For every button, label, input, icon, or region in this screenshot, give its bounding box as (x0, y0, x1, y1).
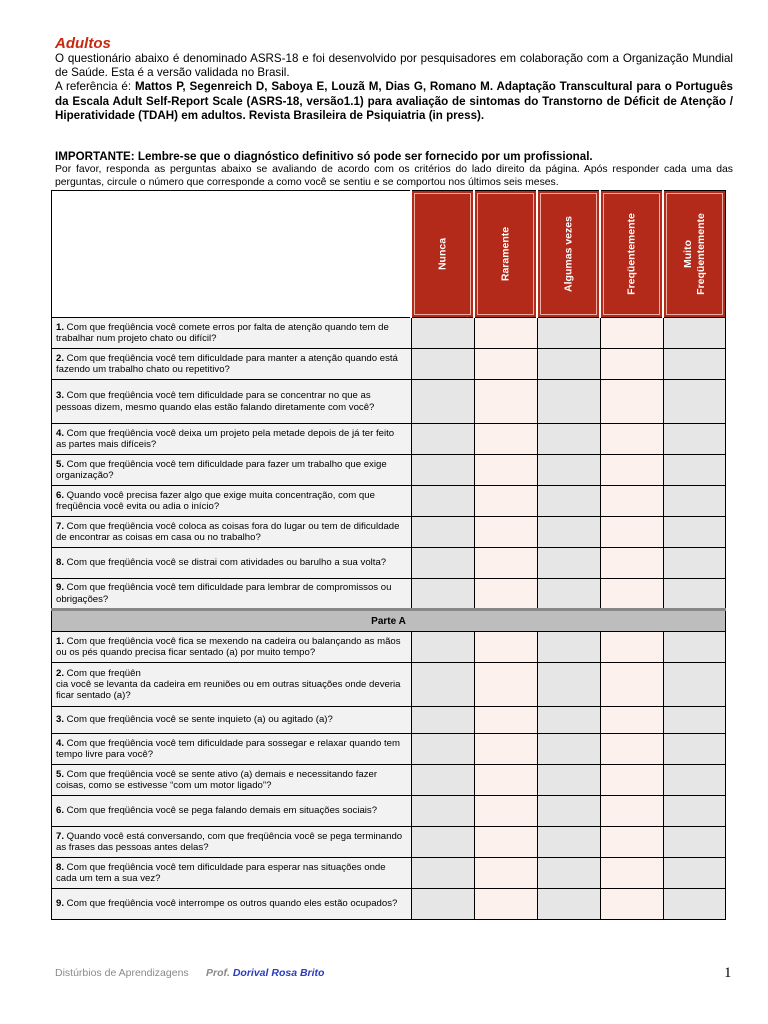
question-number: 2. (56, 667, 65, 679)
question-number: 2. (56, 352, 65, 364)
question-label: Com que freqüência você tem dificuldade para lembrar de compromissos ou obrigações? (56, 582, 392, 605)
answer-cell[interactable] (474, 318, 537, 349)
question-label: Com que freqüência você coloca as coisas fora do lugar ou tem de dificuldade de encontrar as coisas em casa ou no trabalho? (56, 520, 400, 543)
question-row (52, 380, 726, 424)
question-number: 3. (56, 390, 65, 402)
answer-cell[interactable] (474, 734, 537, 765)
column-header-algumas-vezes (537, 191, 600, 318)
question-number: 8. (56, 557, 65, 569)
answer-cell[interactable] (411, 486, 474, 517)
answer-cell[interactable] (600, 765, 663, 796)
answer-cell[interactable] (663, 663, 726, 707)
answer-cell[interactable] (663, 889, 726, 920)
question-label: Com que freqüência você tem dificuldade para manter a atenção quando está fazendo um trabalho chato ou repetitivo? (56, 352, 398, 375)
question-row (52, 486, 726, 517)
question-text (52, 318, 412, 349)
answer-cell[interactable] (600, 424, 663, 455)
question-text (52, 707, 412, 734)
answer-cell[interactable] (474, 455, 537, 486)
question-number: 7. (56, 520, 65, 532)
question-row (52, 858, 726, 889)
question-text (52, 827, 412, 858)
answer-cell[interactable] (474, 889, 537, 920)
answer-cell[interactable] (537, 517, 600, 548)
answer-cell[interactable] (411, 827, 474, 858)
question-label: Com que freqüência você se sente inquieto (a) ou agitado (a)? (64, 714, 333, 726)
answer-cell[interactable] (537, 486, 600, 517)
column-header-label: Muito Freqüentemente (681, 213, 707, 295)
column-header-label: Nunca (436, 237, 448, 271)
asrs-questionnaire-table (51, 190, 726, 920)
question-label: Com que freqüência você tem dificuldade para sossegar e relaxar quando tem tempo livre para você? (56, 737, 400, 760)
reference-prefix: A referência é: (55, 80, 135, 94)
answer-cell[interactable] (663, 796, 726, 827)
question-number: 1. (56, 635, 65, 647)
answer-cell[interactable] (600, 380, 663, 424)
answer-cell[interactable] (474, 796, 537, 827)
question-text (52, 349, 412, 380)
answer-cell[interactable] (474, 548, 537, 579)
question-number: 1. (56, 321, 65, 333)
answer-cell[interactable] (537, 318, 600, 349)
answer-cell[interactable] (474, 827, 537, 858)
answer-cell[interactable] (474, 632, 537, 663)
question-label: Com que freqüência você se sente ativo (a) demais e necessitando fazer coisas, como se estivesse “com um motor ligado”? (56, 768, 378, 791)
answer-cell[interactable] (663, 424, 726, 455)
answer-cell[interactable] (600, 579, 663, 610)
intro-text (55, 52, 733, 123)
question-row (52, 734, 726, 765)
part-divider-row (52, 610, 726, 632)
column-header-muito-frequentemente (663, 191, 726, 318)
answer-cell[interactable] (474, 517, 537, 548)
question-text (52, 663, 412, 707)
answer-cell[interactable] (663, 579, 726, 610)
question-number: 7. (56, 830, 65, 842)
question-number: 5. (56, 458, 65, 470)
part-label: Parte A (52, 610, 726, 632)
question-row (52, 707, 726, 734)
question-text (52, 734, 412, 765)
question-label: Com que freqüên cia você se levanta da cadeira em reuniões ou em outras situações onde deveria ficar sentado (a)? (56, 667, 401, 702)
intro-paragraph: O questionário abaixo é denominado ASRS-18 e foi desenvolvido por pesquisadores em colaboração com a Organização Mundial de Saúde. Esta é a versão validada no Brasil. (55, 52, 733, 80)
answer-cell[interactable] (663, 349, 726, 380)
answer-cell[interactable] (411, 765, 474, 796)
answer-cell[interactable] (537, 455, 600, 486)
answer-cell[interactable] (663, 765, 726, 796)
answer-cell[interactable] (537, 579, 600, 610)
question-text (52, 858, 412, 889)
question-label: Quando você precisa fazer algo que exige muita concentração, com que freqüência você evita ou adia o início? (56, 489, 375, 512)
answer-cell[interactable] (600, 734, 663, 765)
question-row (52, 796, 726, 827)
question-text (52, 517, 412, 548)
page-number: 1 (724, 965, 732, 981)
answer-cell[interactable] (411, 349, 474, 380)
answer-cell[interactable] (411, 663, 474, 707)
question-number: 3. (56, 714, 65, 726)
answer-cell[interactable] (537, 380, 600, 424)
answer-cell[interactable] (600, 827, 663, 858)
answer-cell[interactable] (474, 663, 537, 707)
answer-cell[interactable] (411, 548, 474, 579)
page-title: Adultos (55, 35, 111, 52)
answer-cell[interactable] (411, 707, 474, 734)
answer-cell[interactable] (600, 517, 663, 548)
answer-cell[interactable] (600, 318, 663, 349)
question-row (52, 579, 726, 610)
answer-cell[interactable] (537, 349, 600, 380)
question-label: Com que freqüência você tem dificuldade para fazer um trabalho que exige organização? (56, 458, 387, 481)
question-number: 6. (56, 489, 65, 501)
answer-cell[interactable] (663, 380, 726, 424)
reference-paragraph (55, 80, 733, 123)
answer-cell[interactable] (600, 486, 663, 517)
answer-cell[interactable] (663, 827, 726, 858)
question-text (52, 455, 412, 486)
footer-prof-name: Dorival Rosa Brito (232, 967, 325, 979)
answer-cell[interactable] (411, 734, 474, 765)
answer-cell[interactable] (474, 380, 537, 424)
question-number: 9. (56, 582, 65, 594)
answer-cell[interactable] (663, 734, 726, 765)
answer-cell[interactable] (474, 579, 537, 610)
question-label: Com que freqüência você deixa um projeto pela metade depois de já ter feito as partes mais difíceis? (56, 427, 395, 450)
answer-cell[interactable] (537, 765, 600, 796)
instructions: Por favor, responda as perguntas abaixo se avaliando de acordo com os critérios do lado direito da página. Após responder cada uma das perguntas, circule o número que corresponde a como você se sentiu e se comportou nos últimos seis meses. (55, 164, 733, 188)
question-number: 9. (56, 898, 65, 910)
question-number: 8. (56, 861, 65, 873)
answer-cell[interactable] (411, 517, 474, 548)
answer-cell[interactable] (474, 486, 537, 517)
answer-cell[interactable] (537, 707, 600, 734)
answer-cell[interactable] (537, 889, 600, 920)
answer-cell[interactable] (537, 796, 600, 827)
answer-cell[interactable] (411, 318, 474, 349)
answer-cell[interactable] (411, 424, 474, 455)
answer-cell[interactable] (600, 707, 663, 734)
answer-cell[interactable] (537, 424, 600, 455)
answer-cell[interactable] (600, 858, 663, 889)
answer-cell[interactable] (663, 318, 726, 349)
answer-cell[interactable] (474, 707, 537, 734)
question-label: Com que freqüência você tem dificuldade para se concentrar no que as pessoas dizem, mesmo quando elas estão falando diretamente com você? (56, 390, 375, 413)
question-text (52, 632, 412, 663)
question-row (52, 663, 726, 707)
column-header-label: Freqüentemente (625, 213, 637, 295)
footer-prof-prefix: Prof. (206, 967, 233, 979)
answer-cell[interactable] (537, 734, 600, 765)
answer-cell[interactable] (474, 765, 537, 796)
column-header-label: Algumas vezes (562, 216, 574, 292)
column-header-raramente (474, 191, 537, 318)
header-row (52, 191, 726, 318)
answer-cell[interactable] (663, 486, 726, 517)
question-text (52, 579, 412, 610)
question-text (52, 548, 412, 579)
answer-cell[interactable] (600, 663, 663, 707)
answer-cell[interactable] (411, 796, 474, 827)
answer-cell[interactable] (411, 858, 474, 889)
answer-cell[interactable] (411, 889, 474, 920)
answer-cell[interactable] (474, 424, 537, 455)
question-row (52, 318, 726, 349)
reference-citation: Mattos P, Segenreich D, Saboya E, Louzã M, Dias G, Romano M. Adaptação Transcultural para o Português da Escala Adult Self-Report Scale (ASRS-18, versão1.1) para avaliação de sintomas do Transtorno de Déficit de Atenção / Hiperatividade (TDAH) em adultos. Revista Brasileira de Psiquiatria (in press). (55, 80, 733, 122)
question-row (52, 765, 726, 796)
answer-cell[interactable] (663, 632, 726, 663)
answer-cell[interactable] (537, 632, 600, 663)
answer-cell[interactable] (537, 663, 600, 707)
question-row (52, 632, 726, 663)
question-label: Quando você está conversando, com que freqüência você se pega terminando as frases das pessoas antes delas? (56, 830, 403, 853)
important-note: IMPORTANTE: Lembre-se que o diagnóstico definitivo só pode ser fornecido por um profissional. (55, 150, 593, 163)
answer-cell[interactable] (474, 858, 537, 889)
answer-cell[interactable] (411, 455, 474, 486)
question-row (52, 517, 726, 548)
question-text (52, 380, 412, 424)
answer-cell[interactable] (600, 632, 663, 663)
question-text (52, 486, 412, 517)
answer-cell[interactable] (663, 548, 726, 579)
question-row (52, 827, 726, 858)
question-row (52, 349, 726, 380)
answer-cell[interactable] (537, 858, 600, 889)
answer-cell[interactable] (663, 707, 726, 734)
question-label: Com que freqüência você fica se mexendo na cadeira ou balançando as mãos ou os pés quando precisa ficar sentado (a) por muito tempo? (56, 635, 401, 658)
question-row (52, 548, 726, 579)
column-header-label: Raramente (499, 226, 511, 282)
question-row (52, 889, 726, 920)
question-number: 6. (56, 805, 65, 817)
answer-cell[interactable] (537, 548, 600, 579)
answer-cell[interactable] (411, 632, 474, 663)
answer-cell[interactable] (600, 548, 663, 579)
question-number: 4. (56, 427, 65, 439)
question-label: Com que freqüência você se distrai com atividades ou barulho a sua volta? (64, 557, 387, 569)
question-row (52, 455, 726, 486)
column-header-nunca (411, 191, 474, 318)
answer-cell[interactable] (600, 455, 663, 486)
answer-cell[interactable] (600, 889, 663, 920)
question-number: 5. (56, 768, 65, 780)
header-blank-cell (52, 191, 412, 318)
question-text (52, 765, 412, 796)
answer-cell[interactable] (411, 579, 474, 610)
question-text (52, 796, 412, 827)
answer-cell[interactable] (663, 517, 726, 548)
question-label: Com que freqüência você se pega falando demais em situações sociais? (64, 805, 378, 817)
answer-cell[interactable] (600, 349, 663, 380)
answer-cell[interactable] (537, 827, 600, 858)
footer-course: Distúrbios de Aprendizagens (55, 967, 189, 979)
question-text (52, 889, 412, 920)
question-row (52, 424, 726, 455)
question-text (52, 424, 412, 455)
question-label: Com que freqüência você comete erros por falta de atenção quando tem de trabalhar num projeto chato ou difícil? (56, 321, 389, 344)
answer-cell[interactable] (600, 796, 663, 827)
footer-author (206, 967, 324, 979)
answer-cell[interactable] (411, 380, 474, 424)
answer-cell[interactable] (663, 858, 726, 889)
column-header-frequentemente (600, 191, 663, 318)
answer-cell[interactable] (474, 349, 537, 380)
answer-cell[interactable] (663, 455, 726, 486)
question-label: Com que freqüência você tem dificuldade para esperar nas situações onde cada um tem a sua vez? (56, 861, 386, 884)
question-label: Com que freqüência você interrompe os outros quando eles estão ocupados? (64, 898, 398, 910)
question-number: 4. (56, 737, 65, 749)
